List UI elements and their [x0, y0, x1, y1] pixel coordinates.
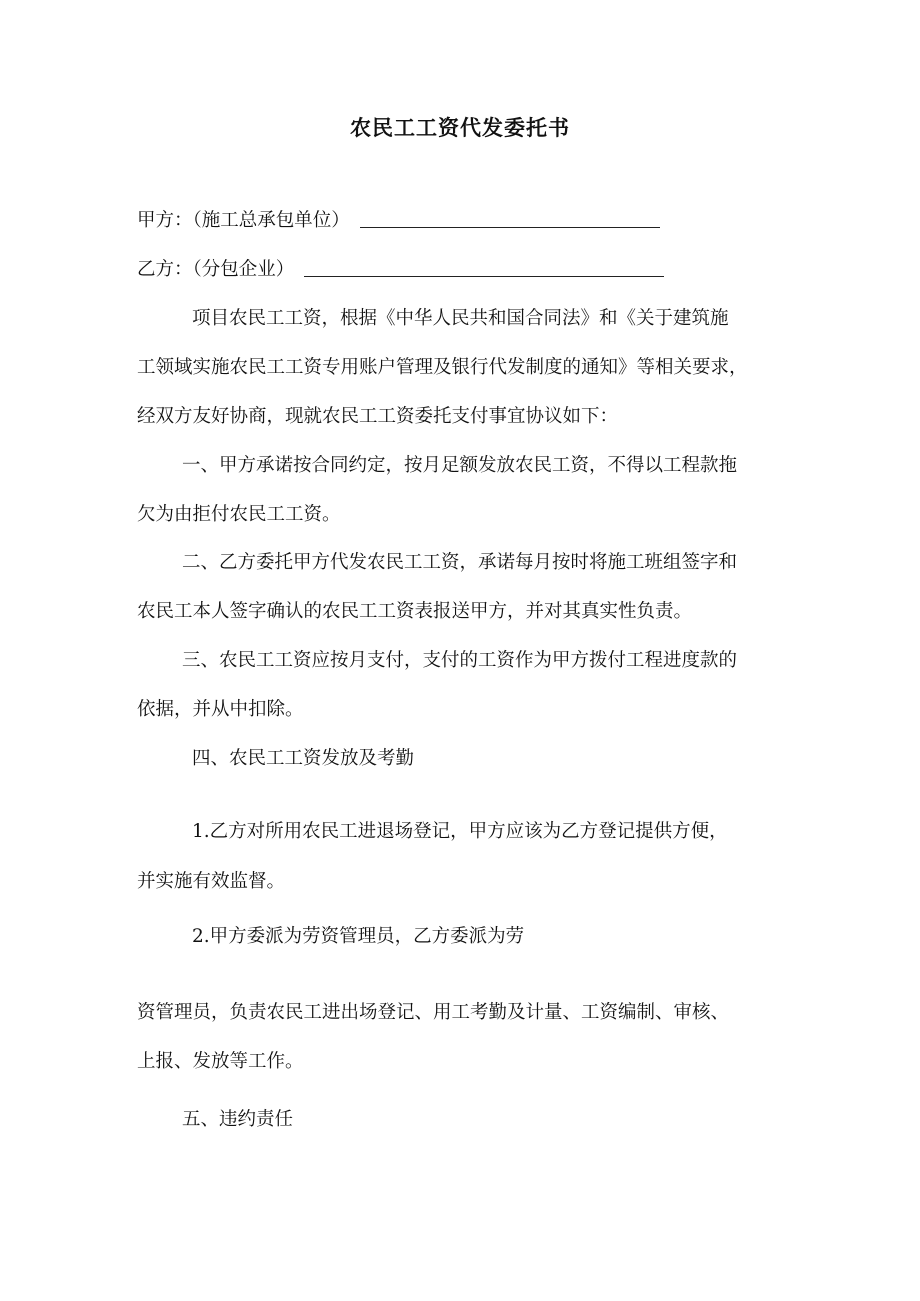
- clause-1-line: 欠为由拒付农民工工资。: [137, 504, 341, 525]
- body-line: 项目农民工工资，根据《中华人民共和国合同法》和《关于建筑施: [192, 308, 729, 329]
- party-a-line: [137, 207, 660, 235]
- subclause-2-line: 上报、发放等工作。: [137, 1051, 304, 1072]
- clause-3-line: 三、农民工工资应按月支付，支付的工资作为甲方拨付工程进度款的: [182, 650, 738, 671]
- party-a-label: 甲方：（施工总承包单位）: [137, 210, 350, 231]
- section-heading: 四、农民工工资发放及考勤: [192, 748, 415, 769]
- subclause-2-line: 2.甲方委派为劳资管理员，乙方委派为劳: [192, 926, 525, 947]
- subclause-2-line: 资管理员，负责农民工进出场登记、用工考勤及计量、工资编制、审核、: [137, 1002, 730, 1023]
- clause-2-line: 二、乙方委托甲方代发农民工工资，承诺每月按时将施工班组签字和: [182, 552, 738, 573]
- party-b-label: 乙方：（分包企业）: [137, 259, 295, 280]
- party-a-blank[interactable]: [360, 207, 660, 228]
- party-b-blank[interactable]: [304, 256, 664, 277]
- subclause-1-line: 1.乙方对所用农民工进退场登记，甲方应该为乙方登记提供方便，: [192, 821, 728, 842]
- body-line: 工领域实施农民工工资专用账户管理及银行代发制度的通知》等相关要求，: [137, 357, 748, 378]
- clause-2-line: 农民工本人签字确认的农民工工资表报送甲方，并对其真实性负责。: [137, 601, 693, 622]
- document-title: 农民工工资代发委托书: [350, 116, 570, 140]
- section-heading: 五、违约责任: [182, 1109, 294, 1130]
- subclause-1-line: 并实施有效监督。: [137, 871, 286, 892]
- clause-1-line: 一、甲方承诺按合同约定，按月足额发放农民工资，不得以工程款拖: [182, 455, 738, 476]
- clause-3-line: 依据，并从中扣除。: [137, 699, 304, 720]
- party-b-line: [137, 256, 664, 284]
- body-line: 经双方友好协商，现就农民工工资委托支付事宜协议如下：: [137, 406, 619, 427]
